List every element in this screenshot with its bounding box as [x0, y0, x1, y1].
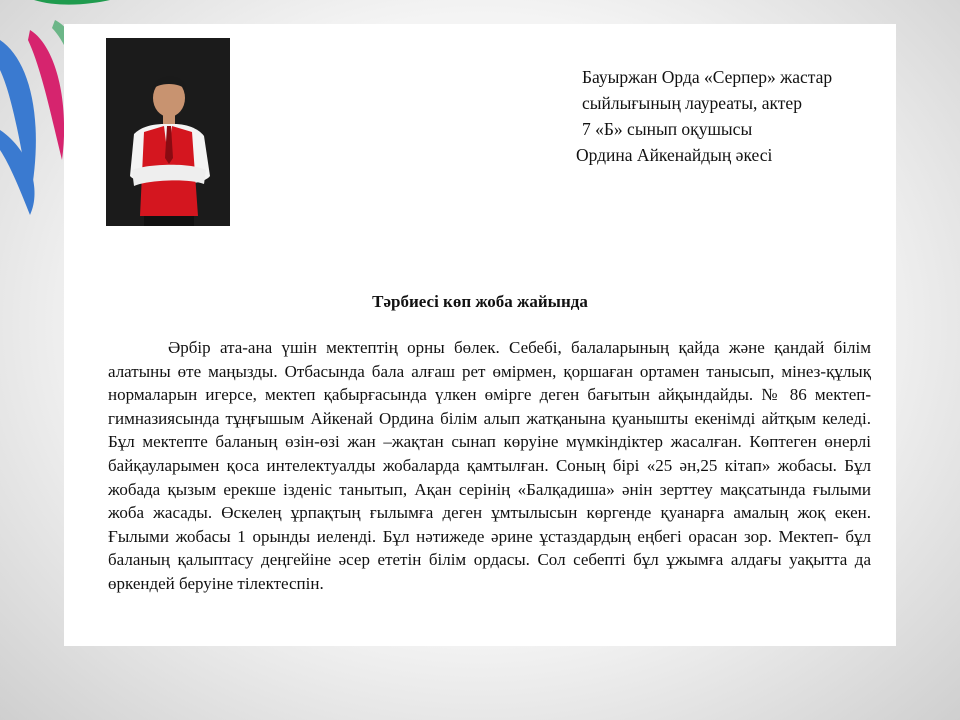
author-line: Бауыржан Орда «Серпер» жастар: [582, 67, 833, 87]
author-line: 7 «Б» сынып оқушысы: [582, 119, 753, 139]
author-photo: [106, 38, 230, 226]
letter-title: Тәрбиесі көп жоба жайында: [372, 292, 588, 311]
author-line: Ордина Айкенайдың әкесі: [576, 145, 773, 165]
author-line: сыйлығының лауреаты, актер: [582, 93, 802, 113]
document-page: [64, 24, 896, 646]
letter-body: Әрбір ата-ана үшін мектептің орны бөлек. Себебі, балаларының қайда және қандай білім алатыны өте маңызды. Отбасында бала алғаш рет өмірмен, қоршаған ортамен танысып, мінез-құлық нормаларын игерсе, мектеп қабырғасында үлкен өмірге деген бағытын айқындайды. № 86 мектеп-гимназиясында тұңғышым Айкенай Ордина білім алып жатқанына қуанышты екенімді айтқым келеді. Бұл мектепте баланың өзін-өзі жан –жақтан сынап көруіне мүмкіндіктер жасалған. Көптеген өнерлі байқауларымен қоса интелектуалды жобаларда қамтылған. Соның бірі «25 ән,25 кітап» жобасы. Бұл жобада қызым ерекше ізденіс танытып, Ақан серінің «Балқадиша» әнін зерттеу мақсатында ғылыми жоба жасады. Өскелең ұрпақтың ғылымға деген ұмтылысын көргенде қуанарға амалың жоқ екен. Ғылыми жобасы 1 орынды иеленді. Бұл нәтижеде әрине ұстаздардың еңбегі орасан зор. Мектеп- бұл баланың қалыптасу деңгейіне әсер ететін білім ордасы. Сол себепті бұл ұжымға алдағы уақытта да өркендей беруіне тілектеспін.: [108, 338, 871, 593]
author-signature: [576, 64, 876, 168]
